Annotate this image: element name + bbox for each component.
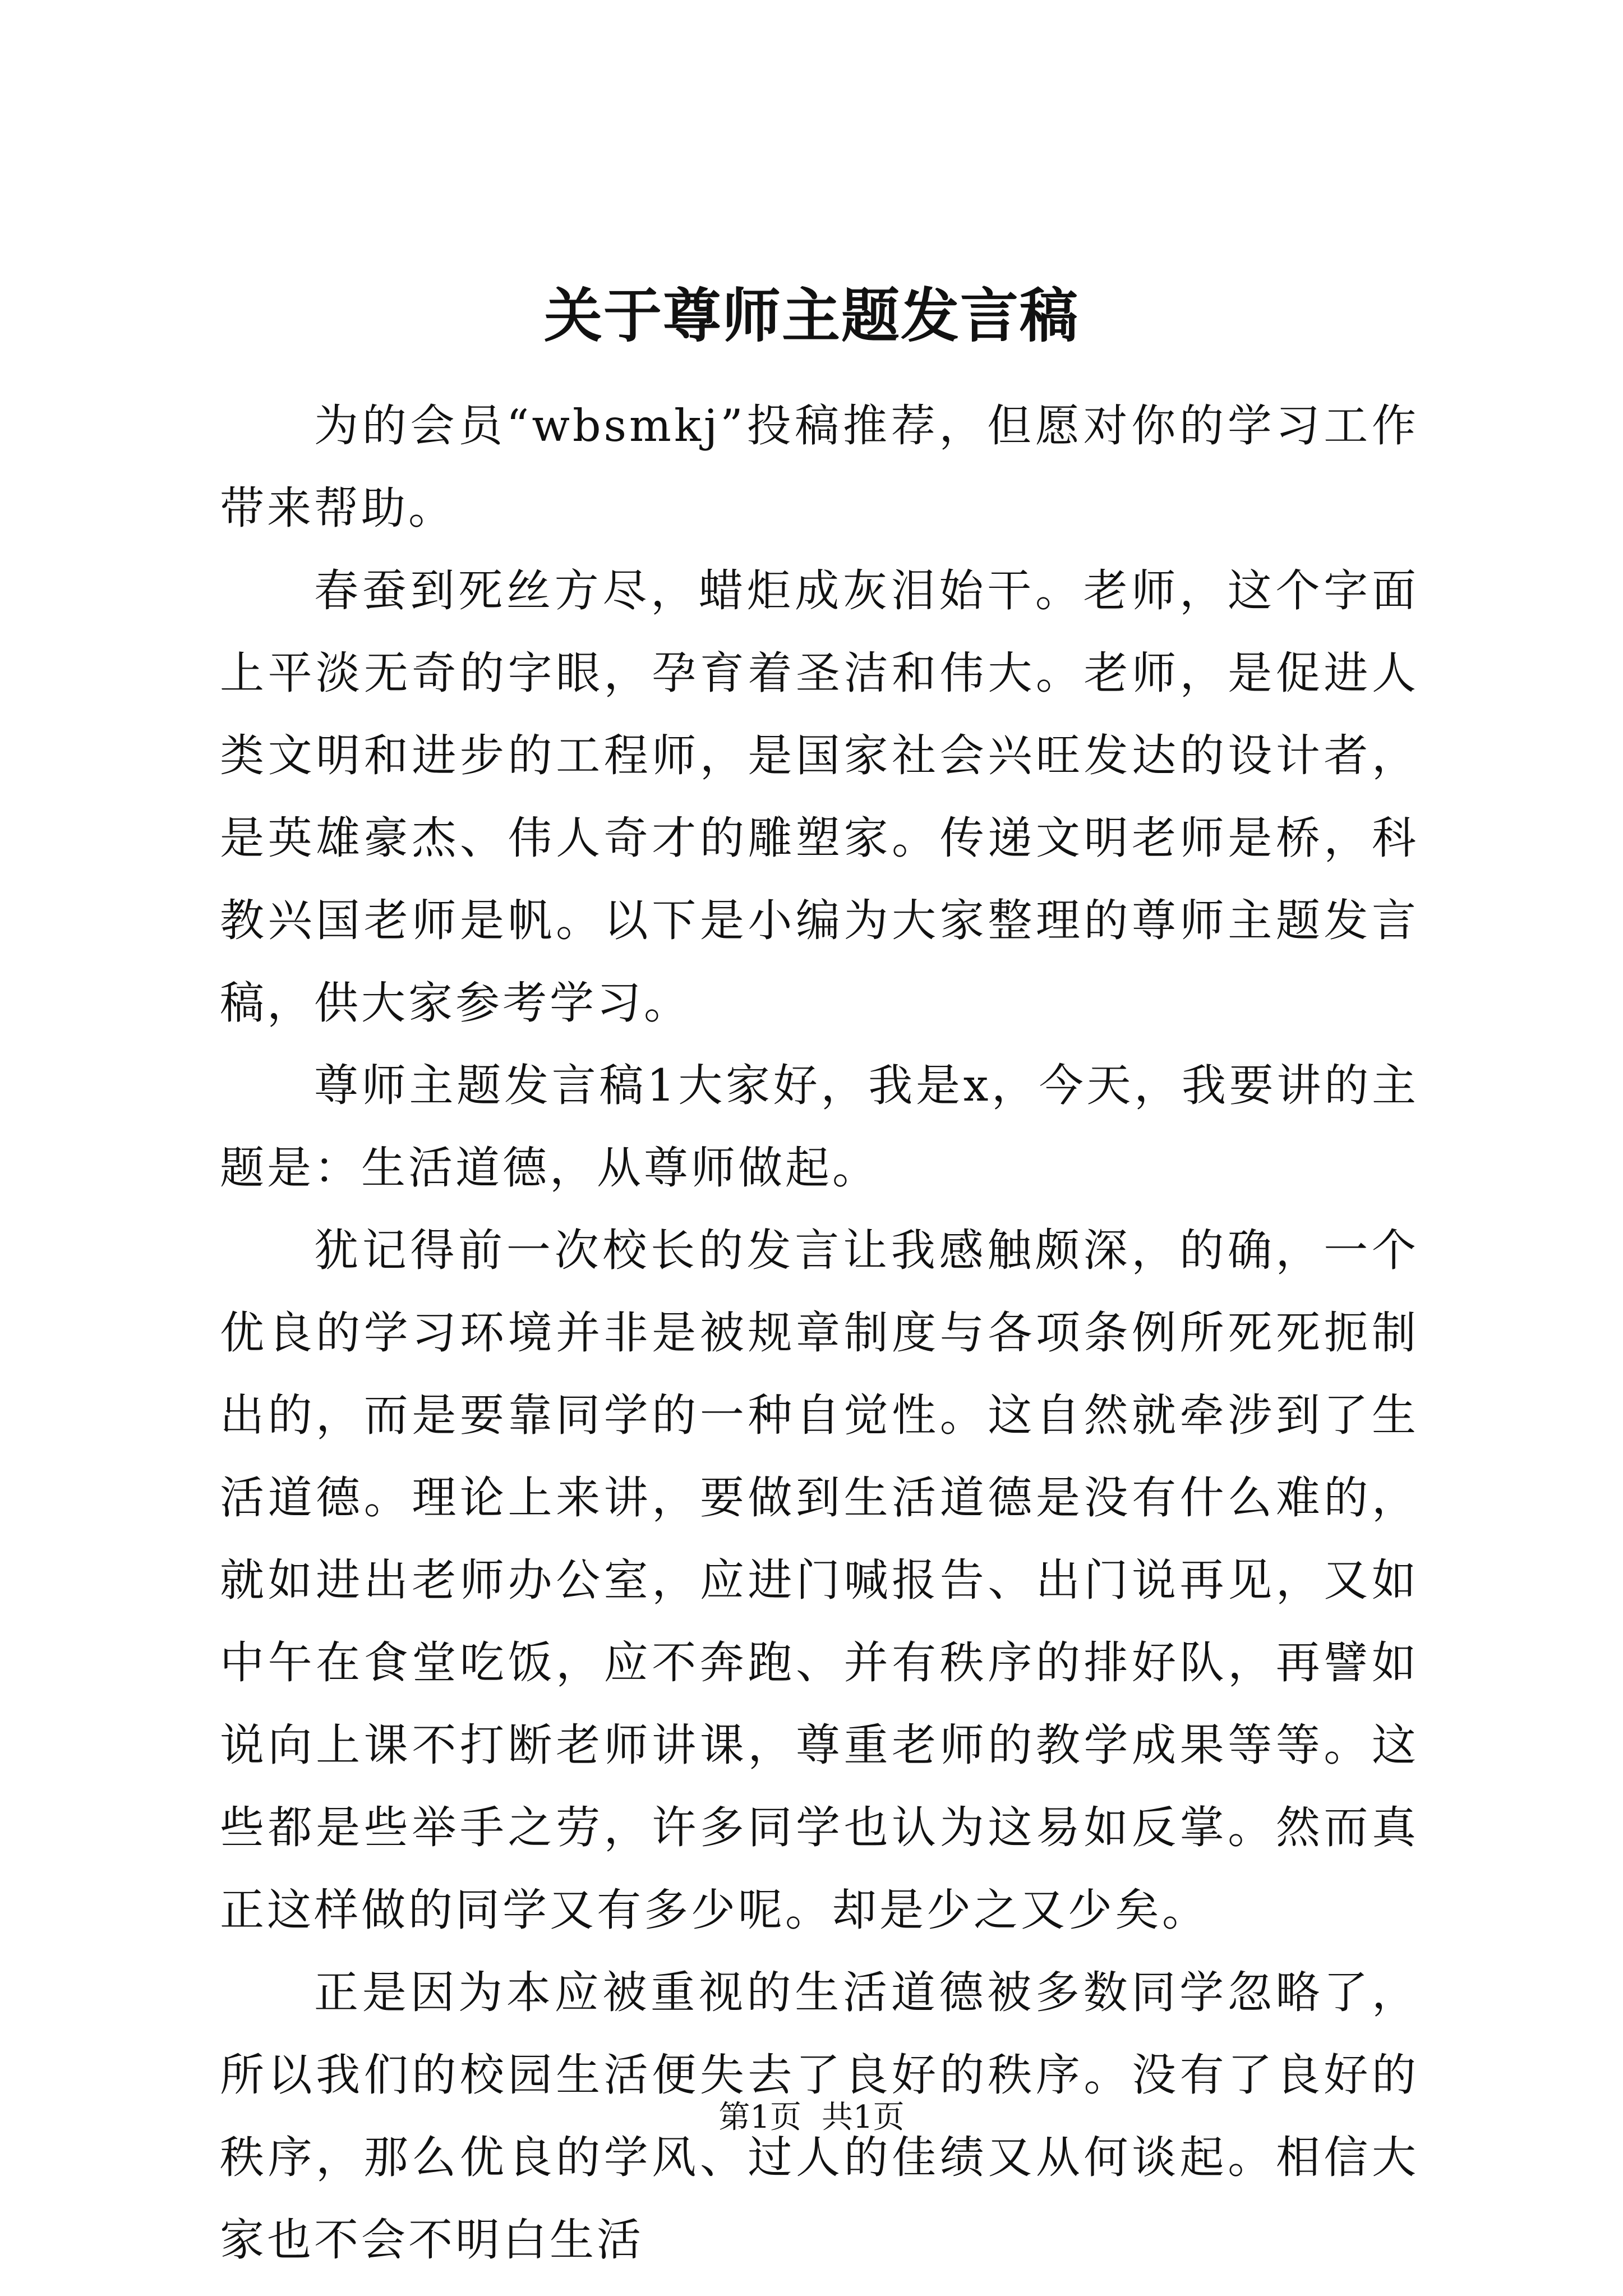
page-footer [0, 2098, 1623, 2137]
document-title: 关于尊师主题发言稿 [543, 281, 1079, 350]
paragraph-preface: 春蚕到死丝方尽，蜡炬成灰泪始干。老师，这个字面上平淡无奇的字眼，孕育着圣洁和伟大。老师，是促进人类文明和进步的工程师，是国家社会兴旺发达的设计者，是英雄豪杰、伟人奇才的雕塑家。传递文明老师是桥，科教兴国老师是帆。以下是小编为大家整理的尊师主题发言稿，供大家参考学习。 [220, 565, 1419, 1029]
paragraph-intro: 为的会员“wbsmkj”投稿推荐，但愿对你的学习工作带来帮助。 [220, 400, 1419, 534]
paragraph-speech-opening: 尊师主题发言稿1大家好，我是x，今天，我要讲的主题是：生活道德，从尊师做起。 [220, 1060, 1419, 1194]
document-body [220, 385, 1419, 2281]
paragraph-speech-body-2: 正是因为本应被重视的生活道德被多数同学忽略了，所以我们的校园生活便失去了良好的秩序。没有了良好的秩序，那么优良的学风、过人的佳绩又从何谈起。相信大家也不会不明白生活 [220, 1967, 1419, 2266]
paragraph-speech-body-1: 犹记得前一次校长的发言让我感触颇深，的确，一个优良的学习环境并非是被规章制度与各项条例所死死扼制出的，而是要靠同学的一种自觉性。这自然就牵涉到了生活道德。理论上来讲，要做到生活道德是没有什么难的，就如进出老师办公室，应进门喊报告、出门说再见，又如中午在食堂吃饭，应不奔跑、并有秩序的排好队，再譬如说向上课不打断老师讲课，尊重老师的教学成果等等。这些都是些举手之劳，许多同学也认为这易如反掌。然而真正这样做的同学又有多少呢。却是少之又少矣。 [220, 1225, 1419, 1936]
page-number-total: 共1页 [822, 2099, 905, 2136]
page-number-current: 第1页 [718, 2099, 801, 2136]
